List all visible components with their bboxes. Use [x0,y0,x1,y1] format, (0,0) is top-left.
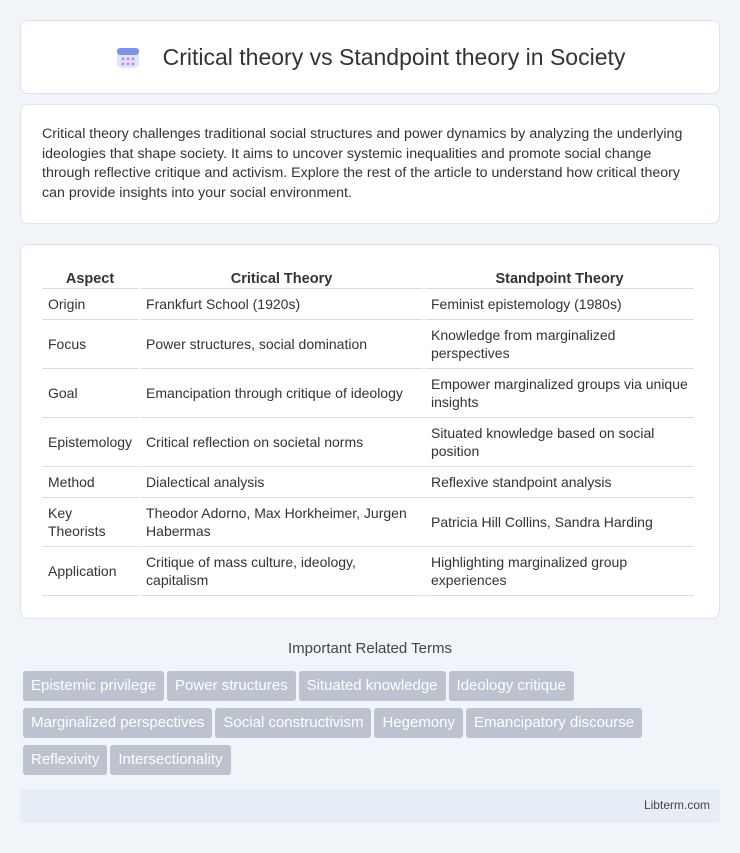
related-terms-title: Important Related Terms [288,640,452,657]
table-row [42,467,694,498]
footer-brand[interactable]: Libterm.com [643,798,710,812]
cell-critical: Frankfurt School (1920s) [140,289,423,320]
cell-aspect: Method [42,467,138,498]
cell-aspect: Origin [42,289,138,320]
header-critical-theory: Critical Theory [140,263,423,289]
comparison-table [40,263,696,596]
cell-standpoint: Situated knowledge based on social position [425,418,694,467]
cell-standpoint: Knowledge from marginalized perspectives [425,320,694,369]
calendar-icon [115,44,141,70]
cell-standpoint: Patricia Hill Collins, Sandra Harding [425,498,694,547]
cell-critical: Emancipation through critique of ideology [140,369,423,418]
table-row [42,320,694,369]
cell-critical: Dialectical analysis [140,467,423,498]
cell-standpoint: Reflexive standpoint analysis [425,467,694,498]
table-row [42,498,694,547]
cell-standpoint: Highlighting marginalized group experiences [425,547,694,596]
cell-standpoint: Feminist epistemology (1980s) [425,289,694,320]
header-card [20,20,720,94]
intro-text: Critical theory challenges traditional social structures and power dynamics by analyzing the underlying ideologies that shape society. It aims to uncover systemic inequalities and promote social change through reflective critique and activism. Explore the rest of the article to understand how critical theory can provide insights into your social environment. [42,126,683,201]
header-aspect: Aspect [42,263,138,289]
tag-ideology-critique[interactable]: Ideology critique [449,671,574,701]
tag-reflexivity[interactable]: Reflexivity [23,745,107,775]
page-title: Critical theory vs Standpoint theory in Society [162,43,626,70]
tag-emancipatory-discourse[interactable]: Emancipatory discourse [466,708,642,738]
tag-epistemic-privilege[interactable]: Epistemic privilege [23,671,164,701]
tag-marginalized-perspectives[interactable]: Marginalized perspectives [23,708,212,738]
table-row [42,369,694,418]
cell-standpoint: Empower marginalized groups via unique insights [425,369,694,418]
tag-situated-knowledge[interactable]: Situated knowledge [299,671,446,701]
tag-intersectionality[interactable]: Intersectionality [110,745,230,775]
cell-aspect: Focus [42,320,138,369]
header-standpoint-theory: Standpoint Theory [425,263,694,289]
tag-social-constructivism[interactable]: Social constructivism [215,708,371,738]
cell-critical: Critique of mass culture, ideology, capitalism [140,547,423,596]
tag-hegemony[interactable]: Hegemony [374,708,463,738]
cell-critical: Power structures, social domination [140,320,423,369]
cell-aspect: Application [42,547,138,596]
related-tags [23,671,723,782]
cell-critical: Critical reflection on societal norms [140,418,423,467]
intro-card [20,104,720,224]
table-row [42,418,694,467]
comparison-card [20,244,720,619]
table-row [42,547,694,596]
cell-aspect: Goal [42,369,138,418]
cell-aspect: Epistemology [42,418,138,467]
tag-power-structures[interactable]: Power structures [167,671,296,701]
cell-aspect: Key Theorists [42,498,138,547]
table-row [42,289,694,320]
cell-critical: Theodor Adorno, Max Horkheimer, Jurgen Habermas [140,498,423,547]
footer [20,789,720,823]
